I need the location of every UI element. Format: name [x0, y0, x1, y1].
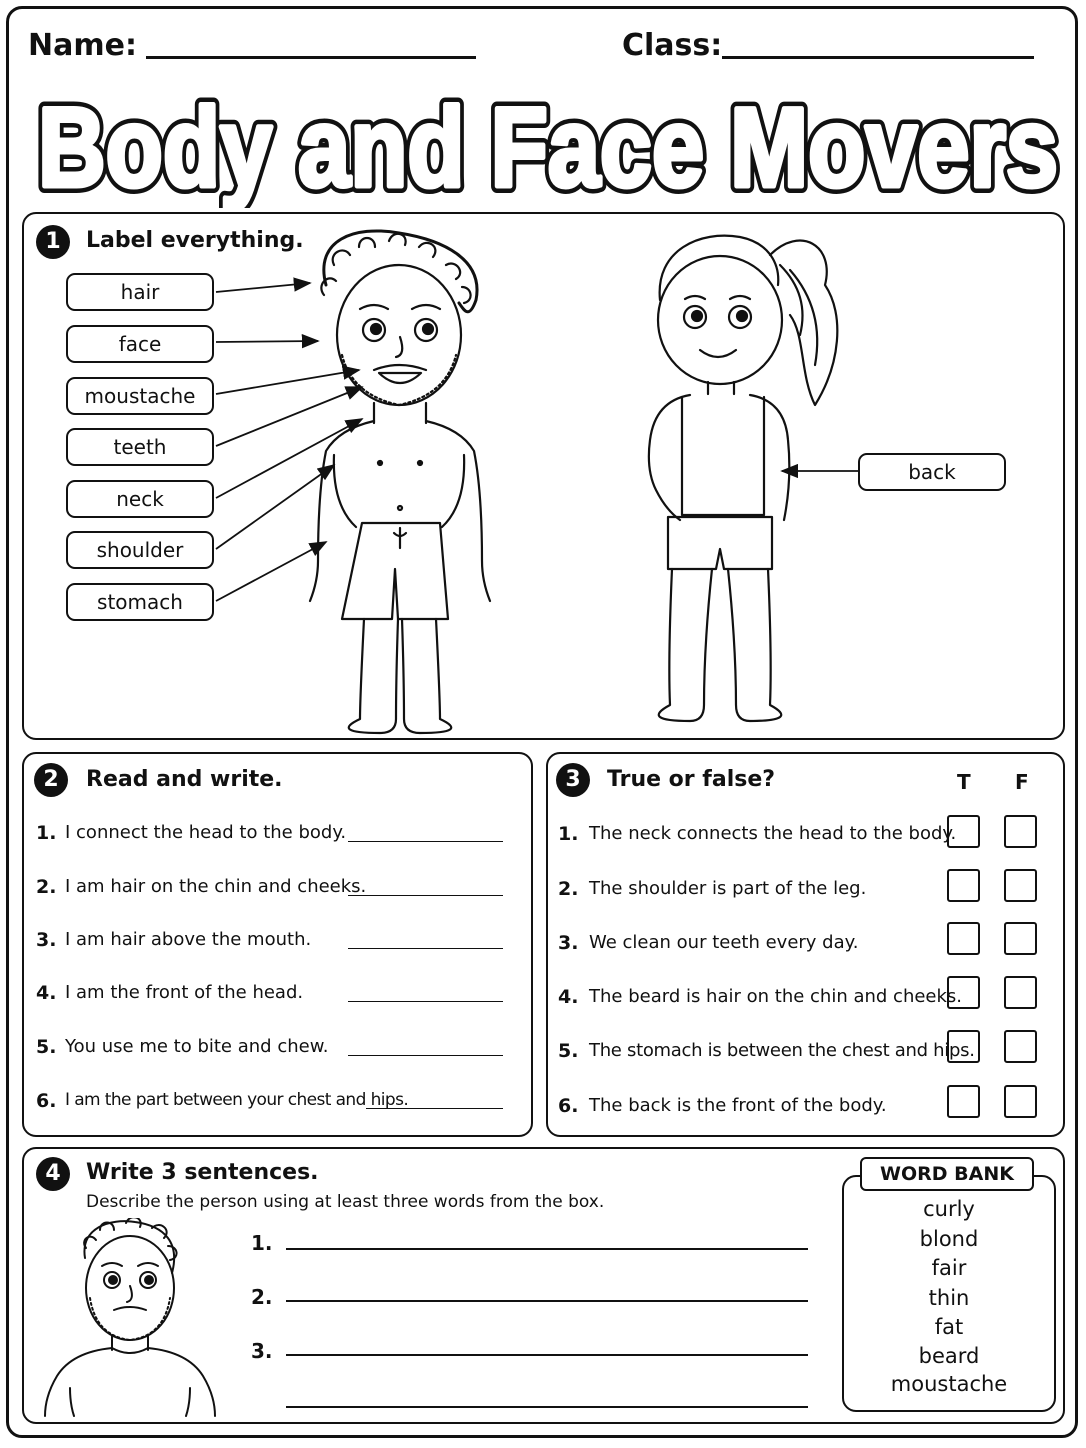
sentence-number: 2.: [251, 1285, 273, 1309]
answer-line[interactable]: [348, 1055, 503, 1056]
true-checkbox[interactable]: [947, 815, 980, 848]
section-number-4: 4: [36, 1157, 70, 1191]
class-field[interactable]: [722, 56, 1034, 59]
word-bank-item: thin: [928, 1286, 970, 1310]
man-portrait-illustration: [40, 1218, 220, 1418]
statement-number: 4.: [558, 986, 579, 1008]
section-number-1: 1: [36, 225, 70, 259]
statement-number: 1.: [558, 823, 579, 845]
statement-text: The back is the front of the body.: [589, 1095, 887, 1116]
label-neck: neck: [66, 480, 214, 518]
word-bank-title: WORD BANK: [860, 1157, 1034, 1191]
label-hair: hair: [66, 273, 214, 311]
question-text: I connect the head to the body.: [65, 822, 347, 843]
question-text: I am hair on the chin and cheeks.: [65, 876, 367, 897]
question-text: I am the front of the head.: [65, 982, 304, 1003]
boy-illustration: [214, 225, 514, 735]
true-checkbox[interactable]: [947, 976, 980, 1009]
question-number: 1.: [36, 822, 57, 844]
sentence-line-3[interactable]: [286, 1354, 808, 1356]
girl-illustration: [630, 225, 870, 735]
label-face: face: [66, 325, 214, 363]
false-checkbox[interactable]: [1004, 815, 1037, 848]
false-checkbox[interactable]: [1004, 1030, 1037, 1063]
statement-number: 6.: [558, 1095, 579, 1117]
section-title-3: True or false?: [607, 767, 776, 792]
question-text: I am the part between your chest and hips.: [65, 1090, 409, 1110]
answer-line[interactable]: [348, 895, 503, 896]
statement-number: 5.: [558, 1040, 579, 1062]
label-teeth: teeth: [66, 428, 214, 466]
word-bank-item: blond: [919, 1227, 979, 1251]
question-text: You use me to bite and chew.: [65, 1036, 329, 1057]
class-label: Class:: [622, 28, 723, 63]
section-number-3: 3: [556, 763, 590, 797]
statement-text: The neck connects the head to the body.: [589, 823, 957, 844]
question-number: 6.: [36, 1090, 57, 1112]
false-checkbox[interactable]: [1004, 922, 1037, 955]
word-bank-item: fair: [931, 1256, 967, 1280]
statement-number: 3.: [558, 932, 579, 954]
section-title-4: Write 3 sentences.: [86, 1160, 319, 1185]
statement-number: 2.: [558, 878, 579, 900]
label-moustache: moustache: [66, 377, 214, 415]
section-title-2: Read and write.: [86, 767, 283, 792]
sentence-line-1[interactable]: [286, 1248, 808, 1250]
svg-text:Body and Face Movers: Body and Face Movers: [38, 85, 1058, 208]
section-title-1: Label everything.: [86, 228, 304, 253]
section-number-2: 2: [34, 763, 68, 797]
worksheet-title: [28, 78, 1068, 208]
true-checkbox[interactable]: [947, 869, 980, 902]
word-bank-item: beard: [918, 1344, 980, 1368]
sentence-line-2[interactable]: [286, 1300, 808, 1302]
label-stomach: stomach: [66, 583, 214, 621]
false-checkbox[interactable]: [1004, 976, 1037, 1009]
question-number: 4.: [36, 982, 57, 1004]
name-field[interactable]: [146, 56, 476, 59]
label-back: back: [858, 453, 1006, 491]
question-number: 2.: [36, 876, 57, 898]
label-arrows: [216, 283, 362, 601]
answer-line[interactable]: [348, 1001, 503, 1002]
true-checkbox[interactable]: [947, 1030, 980, 1063]
statement-text: We clean our teeth every day.: [589, 932, 859, 953]
answer-line[interactable]: [348, 841, 503, 842]
false-header: F: [1015, 770, 1029, 794]
question-number: 3.: [36, 929, 57, 951]
sentence-number: 1.: [251, 1231, 273, 1255]
true-header: T: [957, 770, 971, 794]
name-label: Name:: [28, 28, 137, 63]
word-bank: [842, 1175, 1056, 1412]
true-checkbox[interactable]: [947, 1085, 980, 1118]
sentence-number: 3.: [251, 1339, 273, 1363]
section-instruction: Describe the person using at least three words from the box.: [86, 1192, 605, 1212]
answer-line[interactable]: [366, 1108, 503, 1109]
word-bank-item: curly: [923, 1197, 975, 1221]
word-bank-item: moustache: [890, 1372, 1008, 1396]
svg-text:Body and Face Movers: Body and Face Movers: [38, 85, 1058, 208]
false-checkbox[interactable]: [1004, 1085, 1037, 1118]
true-checkbox[interactable]: [947, 922, 980, 955]
sentence-line-4[interactable]: [286, 1406, 808, 1408]
false-checkbox[interactable]: [1004, 869, 1037, 902]
question-number: 5.: [36, 1036, 57, 1058]
statement-text: The stomach is between the chest and hips.: [589, 1040, 975, 1061]
statement-text: The shoulder is part of the leg.: [589, 878, 867, 899]
word-bank-item: fat: [934, 1315, 964, 1339]
question-text: I am hair above the mouth.: [65, 929, 312, 950]
label-shoulder: shoulder: [66, 531, 214, 569]
statement-text: The beard is hair on the chin and cheeks.: [589, 986, 963, 1007]
answer-line[interactable]: [348, 948, 503, 949]
